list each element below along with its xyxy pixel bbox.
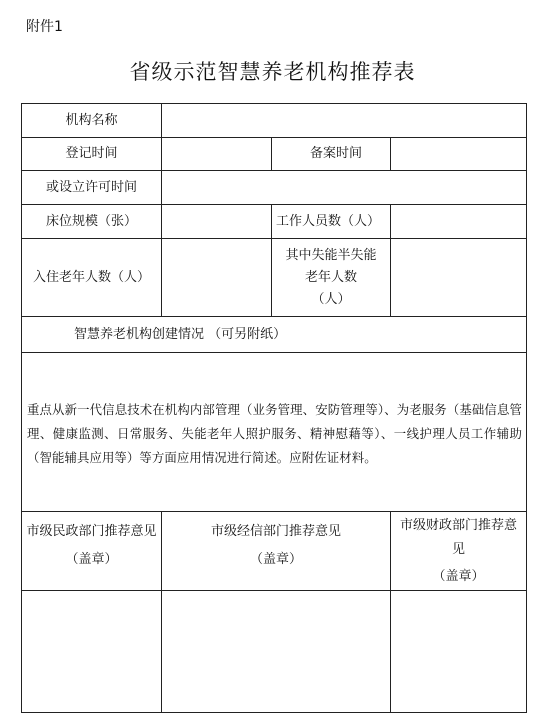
label-disabled-line: 老年人数 — [304, 269, 357, 285]
it-dept-opinion-label: 市级经信部门推荐意见 — [210, 524, 341, 539]
label-filing-time: 备案时间 — [309, 146, 362, 161]
civil-affairs-seal: （盖章） — [65, 552, 118, 567]
field-institution-name[interactable] — [162, 104, 526, 137]
field-finance-dept-opinion[interactable] — [391, 591, 526, 712]
field-it-dept-opinion[interactable] — [162, 591, 390, 712]
label-disabled-count — [272, 239, 390, 316]
creation-description: 重点从新一代信息技术在机构内部管理（业务管理、安防管理等）、为老服务（基础信息管理、健康监测、日常服务、失能老年人照护服务、精神慰藉等）、一线护理人员工作辅助（智能辅具应用等）等方面应用情况进行简述。应附佐证材料。 — [27, 402, 522, 465]
field-bed-count[interactable] — [162, 205, 271, 238]
grid-line — [526, 103, 527, 713]
field-staff-count[interactable] — [391, 205, 526, 238]
field-filing-time[interactable] — [391, 138, 526, 170]
label-staff-count: 工作人员数（人） — [275, 213, 380, 229]
field-resident-count[interactable] — [162, 239, 271, 316]
it-dept-seal: （盖章） — [249, 552, 302, 567]
field-civil-affairs-opinion[interactable] — [22, 591, 161, 712]
label-disabled-line: 其中失能半失能 — [285, 247, 377, 263]
attachment-label: 附件1 — [26, 19, 63, 35]
field-register-time[interactable] — [162, 138, 271, 170]
field-disabled-count[interactable] — [391, 239, 526, 316]
civil-affairs-opinion-label: 市级民政部门推荐意见 — [26, 524, 157, 539]
label-resident-count: 入住老年人数（人） — [32, 269, 150, 285]
finance-dept-seal: （盖章） — [432, 569, 485, 584]
it-dept-opinion — [162, 520, 390, 580]
finance-dept-opinion — [391, 514, 526, 590]
label-license-time: 或设立许可时间 — [45, 179, 137, 195]
label-creation-status: 智慧养老机构创建情况 （可另附纸） — [74, 326, 287, 342]
label-register-time: 登记时间 — [65, 146, 118, 161]
label-bed-count: 床位规模（张） — [45, 213, 137, 229]
grid-line — [21, 511, 527, 512]
label-disabled-line: （人） — [311, 291, 351, 307]
civil-affairs-opinion — [22, 520, 161, 580]
field-license-time[interactable] — [162, 171, 526, 204]
grid-line — [21, 712, 527, 713]
finance-dept-opinion-label: 见 — [451, 542, 465, 557]
page-title: 省级示范智慧养老机构推荐表 — [129, 60, 416, 84]
finance-dept-opinion-label: 市级财政部门推荐意 — [399, 518, 517, 533]
label-institution-name: 机构名称 — [65, 112, 118, 128]
grid-line — [21, 352, 527, 353]
